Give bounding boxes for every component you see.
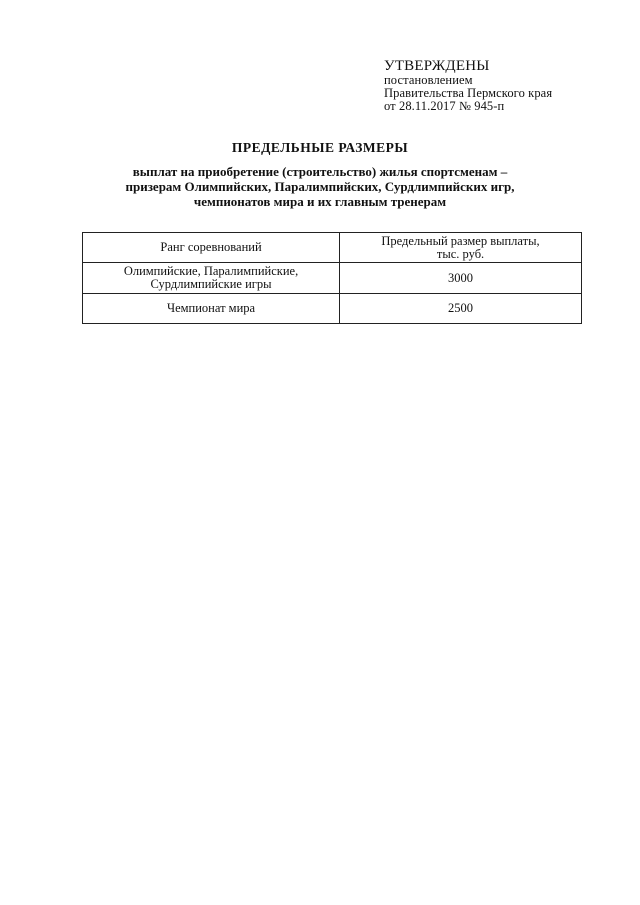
rank-cell: [83, 294, 340, 324]
rank-text-line-1: Чемпионат мира: [166, 301, 256, 315]
limit-cell: [340, 263, 582, 294]
header-limit-text-line-1: Предельный размер выплаты,: [381, 233, 540, 248]
table-row: [83, 294, 582, 324]
table-row: [83, 263, 582, 294]
header-cell-limit: [340, 233, 582, 263]
rank-cell: [83, 263, 340, 294]
payment-limits-table: [82, 232, 582, 324]
document-subtitle-line-3: чемпионатов мира и их главным тренерам: [193, 194, 447, 209]
approval-stamp: [384, 58, 624, 113]
approval-heading: УТВЕРЖДЕНЫ: [384, 58, 490, 74]
approval-line-date-number: от 28.11.2017 № 945-п: [384, 99, 505, 113]
document-subtitle-line-2: призерам Олимпийских, Паралимпийских, Сурдлимпийских игр,: [125, 179, 515, 194]
limit-cell: [340, 294, 582, 324]
rank-text-line-1: Олимпийские, Паралимпийские,: [123, 264, 299, 278]
limit-value: 2500: [448, 301, 474, 315]
header-rank-text: Ранг соревнований: [160, 240, 262, 254]
document-title-block: [60, 140, 580, 209]
document-subtitle-line-1: выплат на приобретение (строительство) жилья спортсменам –: [132, 164, 508, 179]
limit-value: 3000: [448, 270, 474, 285]
approval-line-government: Правительства Пермского края: [384, 86, 553, 100]
document-title: ПРЕДЕЛЬНЫЕ РАЗМЕРЫ: [231, 140, 409, 155]
rank-text-line-2: Сурдлимпийские игры: [150, 277, 272, 291]
approval-line-resolution: постановлением: [384, 73, 473, 87]
header-limit-text-line-2: тыс. руб.: [436, 246, 485, 261]
header-cell-rank: [83, 233, 340, 263]
table-header-row: [83, 233, 582, 263]
